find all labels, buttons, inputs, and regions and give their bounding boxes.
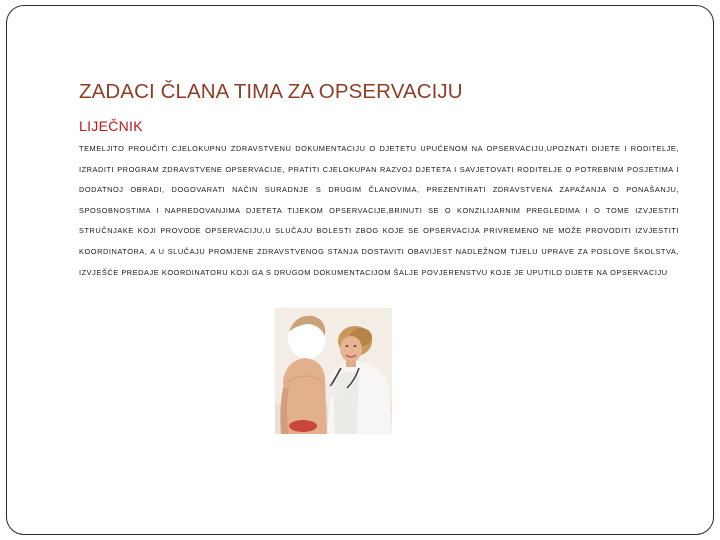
slide-title: ZADACI ČLANA TIMA ZA OPSERVACIJU [79, 80, 463, 103]
slide-frame [6, 5, 714, 535]
slide-subtitle: LIJEČNIK [79, 118, 143, 134]
slide-body-text: TEMELJITO PROUČITI CJELOKUPNU ZDRAVSTVENU DOKUMENTACIJU O DJETETU UPUĆENOM NA OPSERVACIJU,UPOZNATI DIJETE I RODITELJE, IZRADITI PROGRAM ZDRAVSTVENE OPSERVACIJE, PRATITI CJELOKUPAN RAZVOJ DJETETA I SAVJETOVATI RODITELJE O POTREBNIM POSJETIMA I DODATNOJ OBRADI, DOGOVARATI NAČIN SURADNJE S DRUGIM ČLANOVIMA, PREZENTIRATI ZDRAVSTVENA ZAPAŽANJA O PONAŠANJU, SPOSOBNOSTIMA I NAPREDOVANJIMA DJETETA TIJEKOM OPSERVACIJE,BRINUTI SE O KONZILIJARNIM PREGLEDIMA I O TOME IZVJESTITI STRUČNJAKE KOJI PROVODE OPSERVACIJU,U SLUČAJU BOLESTI ZBOG KOJE SE OPSERVACIJA PRIVREMENO NE MOŽE PROVODITI IZVJESTITI KOORDINATORA, A U SLUČAJU PROMJENE ZDRAVSTVENOG STANJA DOSTAVITI OBAVIJEST NADLEŽNOM TIJELU UPRAVE ZA POSLOVE ŠKOLSTVA, IZVJEŠĆE PREDAJE KOORDINATORU KOJI GA S DRUGOM DOKUMENTACIJOM ŠALJE POVJERENSTVU KOJE JE UPUTILO DIJETE NA OPSERVACIJU [79, 144, 679, 277]
doctor-examining-child-photo [275, 308, 392, 434]
